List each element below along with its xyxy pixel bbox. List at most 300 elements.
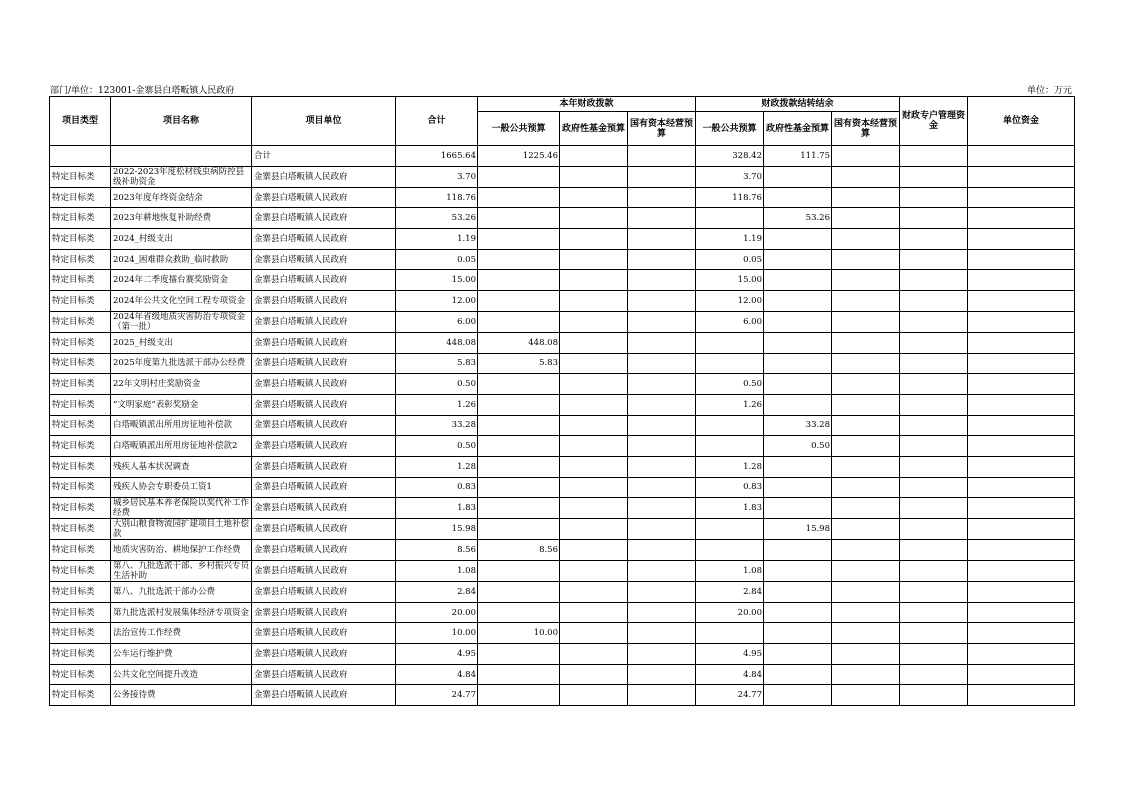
cell-org: 金寨县白塔畈镇人民政府 — [252, 436, 396, 457]
cell-org: 金寨县白塔畈镇人民政府 — [252, 229, 396, 250]
cell-total: 6.00 — [396, 311, 478, 332]
cell-general2: 328.42 — [696, 146, 764, 167]
cell-general1 — [478, 374, 560, 395]
cell-name: 2024_村级支出 — [111, 229, 252, 250]
cell-org: 金寨县白塔畈镇人民政府 — [252, 311, 396, 332]
cell-general2: 20.00 — [696, 602, 764, 623]
cell-name — [111, 146, 252, 167]
col-general1-header: 一般公共预算 — [478, 112, 560, 146]
cell-state2 — [832, 623, 900, 644]
cell-fund1 — [560, 166, 628, 187]
cell-type: 特定目标类 — [50, 540, 111, 561]
cell-state1 — [628, 166, 696, 187]
cell-general1 — [478, 685, 560, 706]
cell-state2 — [832, 187, 900, 208]
cell-fund2 — [764, 166, 832, 187]
table-row — [50, 456, 1075, 477]
cell-unitfund — [968, 249, 1075, 270]
cell-state1 — [628, 644, 696, 665]
cell-name: 2024年公共文化空间工程专项资金 — [111, 291, 252, 312]
cell-special — [900, 456, 968, 477]
cell-general1: 8.56 — [478, 540, 560, 561]
cell-org: 合计 — [252, 146, 396, 167]
col-state2-header: 国有资本经营预算 — [832, 112, 900, 146]
cell-fund1 — [560, 187, 628, 208]
col-fund2-header: 政府性基金预算 — [764, 112, 832, 146]
cell-name: 公务接待费 — [111, 685, 252, 706]
cell-special — [900, 561, 968, 582]
cell-type: 特定目标类 — [50, 477, 111, 498]
cell-type: 特定目标类 — [50, 498, 111, 519]
cell-org: 金寨县白塔畈镇人民政府 — [252, 374, 396, 395]
cell-state1 — [628, 561, 696, 582]
cell-org: 金寨县白塔畈镇人民政府 — [252, 456, 396, 477]
cell-total: 15.98 — [396, 519, 478, 540]
cell-name: 公车运行维护费 — [111, 644, 252, 665]
cell-general1 — [478, 644, 560, 665]
cell-unitfund — [968, 561, 1075, 582]
cell-state1 — [628, 415, 696, 436]
table-row — [50, 166, 1075, 187]
cell-type: 特定目标类 — [50, 270, 111, 291]
cell-fund1 — [560, 561, 628, 582]
cell-state2 — [832, 498, 900, 519]
cell-special — [900, 311, 968, 332]
cell-special — [900, 415, 968, 436]
cell-org: 金寨县白塔畈镇人民政府 — [252, 208, 396, 229]
cell-total: 1.26 — [396, 394, 478, 415]
table-row — [50, 436, 1075, 457]
cell-unitfund — [968, 644, 1075, 665]
cell-org: 金寨县白塔畈镇人民政府 — [252, 644, 396, 665]
cell-type: 特定目标类 — [50, 685, 111, 706]
cell-type: 特定目标类 — [50, 291, 111, 312]
cell-state1 — [628, 582, 696, 603]
table-row — [50, 311, 1075, 332]
cell-special — [900, 374, 968, 395]
cell-org: 金寨县白塔畈镇人民政府 — [252, 166, 396, 187]
cell-total: 0.50 — [396, 374, 478, 395]
cell-fund2 — [764, 311, 832, 332]
cell-type: 特定目标类 — [50, 208, 111, 229]
cell-state1 — [628, 332, 696, 353]
cell-state2 — [832, 166, 900, 187]
cell-special — [900, 540, 968, 561]
table-row — [50, 582, 1075, 603]
cell-fund2 — [764, 602, 832, 623]
cell-general1 — [478, 664, 560, 685]
cell-state1 — [628, 187, 696, 208]
table-row — [50, 644, 1075, 665]
cell-total: 3.70 — [396, 166, 478, 187]
cell-name: 第八、九批选派干部办公费 — [111, 582, 252, 603]
cell-general1 — [478, 519, 560, 540]
cell-general1: 10.00 — [478, 623, 560, 644]
cell-general2 — [696, 415, 764, 436]
group-current-header: 本年财政拨款 — [478, 97, 696, 112]
cell-special — [900, 394, 968, 415]
cell-state2 — [832, 291, 900, 312]
cell-fund2 — [764, 623, 832, 644]
cell-general2 — [696, 436, 764, 457]
cell-total: 448.08 — [396, 332, 478, 353]
cell-unitfund — [968, 602, 1075, 623]
cell-special — [900, 602, 968, 623]
cell-unitfund — [968, 291, 1075, 312]
cell-type: 特定目标类 — [50, 561, 111, 582]
cell-unitfund — [968, 270, 1075, 291]
cell-fund2 — [764, 477, 832, 498]
cell-general2: 0.05 — [696, 249, 764, 270]
cell-type: 特定目标类 — [50, 623, 111, 644]
cell-special — [900, 229, 968, 250]
cell-fund2 — [764, 187, 832, 208]
cell-general2: 1.08 — [696, 561, 764, 582]
cell-name: 残疾人协会专职委员工资1 — [111, 477, 252, 498]
cell-unitfund — [968, 146, 1075, 167]
cell-special — [900, 519, 968, 540]
cell-org: 金寨县白塔畈镇人民政府 — [252, 270, 396, 291]
cell-state2 — [832, 374, 900, 395]
col-org-header: 项目单位 — [252, 97, 396, 146]
cell-general2 — [696, 623, 764, 644]
cell-state1 — [628, 353, 696, 374]
cell-general2: 1.83 — [696, 498, 764, 519]
cell-fund2 — [764, 540, 832, 561]
cell-state2 — [832, 311, 900, 332]
cell-state2 — [832, 353, 900, 374]
cell-general1 — [478, 602, 560, 623]
cell-state2 — [832, 229, 900, 250]
cell-special — [900, 685, 968, 706]
cell-fund1 — [560, 685, 628, 706]
cell-general1: 448.08 — [478, 332, 560, 353]
cell-general1 — [478, 291, 560, 312]
cell-fund1 — [560, 519, 628, 540]
cell-fund1 — [560, 374, 628, 395]
cell-state2 — [832, 436, 900, 457]
col-special-header: 财政专户管理资金 — [900, 97, 968, 146]
cell-general2 — [696, 208, 764, 229]
cell-org: 金寨县白塔畈镇人民政府 — [252, 415, 396, 436]
cell-total: 24.77 — [396, 685, 478, 706]
cell-name: 城乡居民基本养老保险以奖代补工作经费 — [111, 498, 252, 519]
cell-special — [900, 644, 968, 665]
cell-name: 2022-2023年度松材线虫病防控县级补助资金 — [111, 166, 252, 187]
cell-fund2 — [764, 291, 832, 312]
cell-total: 33.28 — [396, 415, 478, 436]
cell-general1 — [478, 582, 560, 603]
cell-general2: 4.95 — [696, 644, 764, 665]
cell-name: 残疾人基本状况调查 — [111, 456, 252, 477]
cell-state1 — [628, 270, 696, 291]
cell-fund1 — [560, 498, 628, 519]
col-general2-header: 一般公共预算 — [696, 112, 764, 146]
cell-name: “文明家庭”表彰奖励金 — [111, 394, 252, 415]
cell-type: 特定目标类 — [50, 374, 111, 395]
cell-general2: 0.50 — [696, 374, 764, 395]
cell-general1 — [478, 311, 560, 332]
col-total-header: 合计 — [396, 97, 478, 146]
cell-type: 特定目标类 — [50, 519, 111, 540]
cell-type: 特定目标类 — [50, 436, 111, 457]
cell-type: 特定目标类 — [50, 644, 111, 665]
cell-fund2 — [764, 249, 832, 270]
cell-fund2 — [764, 644, 832, 665]
cell-general2: 1.26 — [696, 394, 764, 415]
cell-total: 1.19 — [396, 229, 478, 250]
cell-fund2 — [764, 374, 832, 395]
cell-total: 0.05 — [396, 249, 478, 270]
cell-name: 第八、九批选派干部、乡村振兴专员生活补助 — [111, 561, 252, 582]
cell-fund1 — [560, 582, 628, 603]
cell-org: 金寨县白塔畈镇人民政府 — [252, 519, 396, 540]
cell-type: 特定目标类 — [50, 353, 111, 374]
cell-state1 — [628, 540, 696, 561]
cell-unitfund — [968, 664, 1075, 685]
cell-unitfund — [968, 540, 1075, 561]
cell-type: 特定目标类 — [50, 415, 111, 436]
cell-unitfund — [968, 519, 1075, 540]
cell-unitfund — [968, 623, 1075, 644]
cell-unitfund — [968, 415, 1075, 436]
cell-fund2: 0.50 — [764, 436, 832, 457]
cell-state1 — [628, 664, 696, 685]
col-type-header: 项目类型 — [50, 97, 111, 146]
cell-total: 53.26 — [396, 208, 478, 229]
cell-type: 特定目标类 — [50, 187, 111, 208]
cell-general1 — [478, 394, 560, 415]
cell-total: 12.00 — [396, 291, 478, 312]
cell-state2 — [832, 456, 900, 477]
cell-state2 — [832, 519, 900, 540]
cell-unitfund — [968, 208, 1075, 229]
cell-general1 — [478, 208, 560, 229]
cell-general1 — [478, 249, 560, 270]
cell-special — [900, 270, 968, 291]
cell-fund1 — [560, 249, 628, 270]
table-row — [50, 561, 1075, 582]
table-row — [50, 332, 1075, 353]
cell-unitfund — [968, 374, 1075, 395]
cell-special — [900, 623, 968, 644]
cell-org: 金寨县白塔畈镇人民政府 — [252, 353, 396, 374]
cell-total: 20.00 — [396, 602, 478, 623]
cell-special — [900, 208, 968, 229]
cell-total: 118.76 — [396, 187, 478, 208]
cell-name: 大别山粮食物流园扩建项目土地补偿款 — [111, 519, 252, 540]
cell-total: 1.08 — [396, 561, 478, 582]
cell-unitfund — [968, 353, 1075, 374]
cell-state1 — [628, 436, 696, 457]
cell-name: 2025年度第九批选派干部办公经费 — [111, 353, 252, 374]
cell-fund2 — [764, 498, 832, 519]
cell-state2 — [832, 394, 900, 415]
cell-fund1 — [560, 540, 628, 561]
cell-type: 特定目标类 — [50, 229, 111, 250]
cell-general1 — [478, 561, 560, 582]
cell-state1 — [628, 374, 696, 395]
table-row — [50, 664, 1075, 685]
cell-fund1 — [560, 291, 628, 312]
cell-name: 2024_困难群众救助_临时救助 — [111, 249, 252, 270]
cell-name: 白塔畈镇派出所用房征地补偿款2 — [111, 436, 252, 457]
cell-fund2 — [764, 394, 832, 415]
cell-state2 — [832, 582, 900, 603]
cell-org: 金寨县白塔畈镇人民政府 — [252, 291, 396, 312]
cell-general1 — [478, 498, 560, 519]
cell-general2 — [696, 519, 764, 540]
cell-name: 第九批选派村发展集体经济专项资金 — [111, 602, 252, 623]
table-row — [50, 477, 1075, 498]
cell-name: 2024年省级地质灾害防治专项资金（第一批） — [111, 311, 252, 332]
cell-unitfund — [968, 166, 1075, 187]
cell-total: 1665.64 — [396, 146, 478, 167]
cell-fund1 — [560, 353, 628, 374]
cell-unitfund — [968, 229, 1075, 250]
table-row — [50, 270, 1075, 291]
cell-org: 金寨县白塔畈镇人民政府 — [252, 394, 396, 415]
cell-org: 金寨县白塔畈镇人民政府 — [252, 623, 396, 644]
cell-org: 金寨县白塔畈镇人民政府 — [252, 249, 396, 270]
cell-special — [900, 477, 968, 498]
cell-state2 — [832, 561, 900, 582]
cell-state1 — [628, 477, 696, 498]
table-row — [50, 519, 1075, 540]
cell-total: 1.83 — [396, 498, 478, 519]
cell-unitfund — [968, 311, 1075, 332]
cell-special — [900, 166, 968, 187]
col-state1-header: 国有资本经营预算 — [628, 112, 696, 146]
cell-fund1 — [560, 208, 628, 229]
cell-state1 — [628, 208, 696, 229]
cell-fund2 — [764, 582, 832, 603]
cell-state2 — [832, 415, 900, 436]
cell-fund2: 15.98 — [764, 519, 832, 540]
cell-total: 8.56 — [396, 540, 478, 561]
cell-state2 — [832, 664, 900, 685]
cell-fund1 — [560, 436, 628, 457]
cell-special — [900, 436, 968, 457]
cell-type: 特定目标类 — [50, 582, 111, 603]
cell-special — [900, 582, 968, 603]
cell-type — [50, 146, 111, 167]
cell-general2: 1.19 — [696, 229, 764, 250]
cell-special — [900, 187, 968, 208]
table-row — [50, 374, 1075, 395]
table-row — [50, 187, 1075, 208]
cell-general1 — [478, 229, 560, 250]
cell-name: 白塔畈镇派出所用房征地补偿款 — [111, 415, 252, 436]
cell-general1 — [478, 456, 560, 477]
cell-state1 — [628, 623, 696, 644]
cell-total: 0.83 — [396, 477, 478, 498]
cell-total: 15.00 — [396, 270, 478, 291]
cell-general1: 5.83 — [478, 353, 560, 374]
table-row — [50, 353, 1075, 374]
cell-name: 公共文化空间提升改造 — [111, 664, 252, 685]
cell-state1 — [628, 146, 696, 167]
cell-state2 — [832, 540, 900, 561]
cell-fund2 — [764, 229, 832, 250]
cell-fund2: 111.75 — [764, 146, 832, 167]
cell-fund1 — [560, 623, 628, 644]
table-row — [50, 415, 1075, 436]
cell-unitfund — [968, 685, 1075, 706]
cell-state1 — [628, 685, 696, 706]
cell-state2 — [832, 146, 900, 167]
total-row — [50, 146, 1075, 167]
col-unitfund-header: 单位资金 — [968, 97, 1075, 146]
cell-fund1 — [560, 394, 628, 415]
cell-fund1 — [560, 644, 628, 665]
cell-state2 — [832, 208, 900, 229]
cell-type: 特定目标类 — [50, 602, 111, 623]
cell-unitfund — [968, 436, 1075, 457]
cell-total: 1.28 — [396, 456, 478, 477]
cell-general2 — [696, 332, 764, 353]
cell-name: 2023年度年终资金结余 — [111, 187, 252, 208]
cell-org: 金寨县白塔畈镇人民政府 — [252, 332, 396, 353]
cell-fund2 — [764, 270, 832, 291]
unit-label: 单位：万元 — [1027, 86, 1073, 96]
cell-fund1 — [560, 270, 628, 291]
cell-org: 金寨县白塔畈镇人民政府 — [252, 498, 396, 519]
table-row — [50, 291, 1075, 312]
cell-fund2: 53.26 — [764, 208, 832, 229]
cell-fund2 — [764, 561, 832, 582]
table-row — [50, 623, 1075, 644]
cell-fund1 — [560, 415, 628, 436]
cell-state2 — [832, 644, 900, 665]
cell-type: 特定目标类 — [50, 249, 111, 270]
cell-type: 特定目标类 — [50, 311, 111, 332]
cell-name: 法治宣传工作经费 — [111, 623, 252, 644]
cell-state2 — [832, 249, 900, 270]
cell-fund1 — [560, 311, 628, 332]
cell-type: 特定目标类 — [50, 394, 111, 415]
cell-fund2: 33.28 — [764, 415, 832, 436]
cell-fund2 — [764, 456, 832, 477]
cell-general2 — [696, 540, 764, 561]
cell-total: 4.84 — [396, 664, 478, 685]
cell-total: 4.95 — [396, 644, 478, 665]
cell-special — [900, 291, 968, 312]
cell-general2: 15.00 — [696, 270, 764, 291]
col-name-header: 项目名称 — [111, 97, 252, 146]
cell-total: 10.00 — [396, 623, 478, 644]
cell-fund1 — [560, 602, 628, 623]
cell-general1 — [478, 436, 560, 457]
cell-general2: 0.83 — [696, 477, 764, 498]
cell-state1 — [628, 519, 696, 540]
cell-state1 — [628, 311, 696, 332]
cell-org: 金寨县白塔畈镇人民政府 — [252, 664, 396, 685]
cell-special — [900, 664, 968, 685]
cell-org: 金寨县白塔畈镇人民政府 — [252, 187, 396, 208]
table-row — [50, 498, 1075, 519]
cell-org: 金寨县白塔畈镇人民政府 — [252, 602, 396, 623]
cell-name: 地质灾害防治、耕地保护工作经费 — [111, 540, 252, 561]
cell-state1 — [628, 291, 696, 312]
table-row — [50, 229, 1075, 250]
cell-special — [900, 353, 968, 374]
cell-type: 特定目标类 — [50, 456, 111, 477]
cell-org: 金寨县白塔畈镇人民政府 — [252, 540, 396, 561]
cell-special — [900, 249, 968, 270]
group-carry-header: 财政拨款结转结余 — [696, 97, 900, 112]
cell-general2: 4.84 — [696, 664, 764, 685]
